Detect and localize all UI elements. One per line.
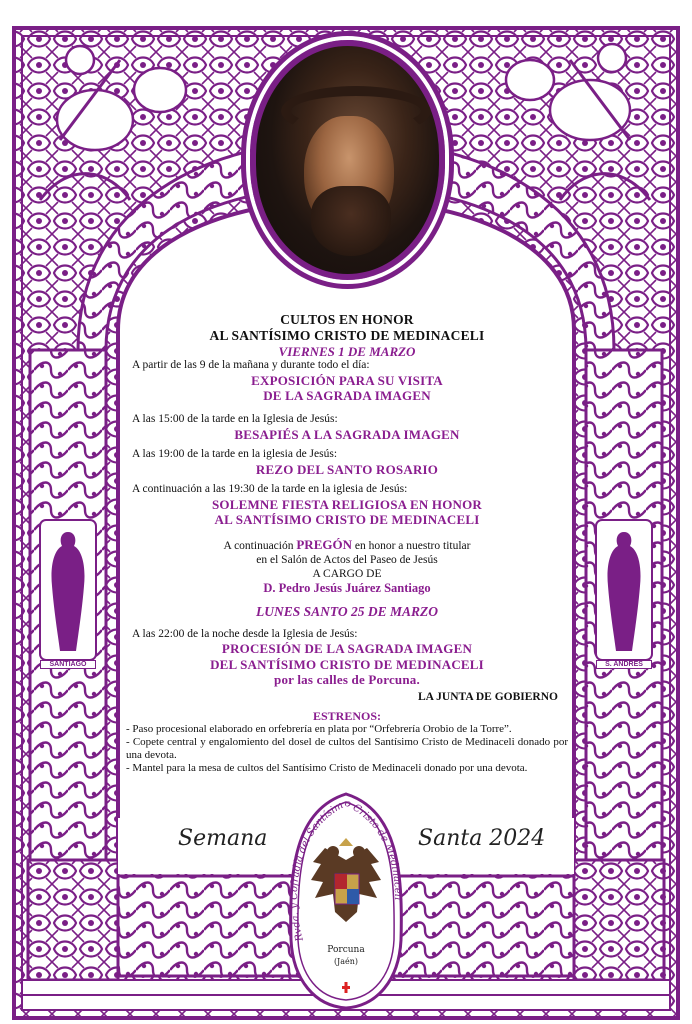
event-procesion-2: DEL SANTÍSIMO CRISTO DE MEDINACELI	[210, 656, 484, 672]
heading-line-1: CULTOS EN HONOR	[280, 312, 414, 327]
heading-line-2: AL SANTÍSIMO CRISTO DE MEDINACELI	[209, 327, 485, 343]
portrait-beard	[311, 186, 391, 256]
andres-label: S. ANDRÉS	[596, 660, 652, 669]
footer-semana: Semana	[178, 826, 268, 851]
crown-of-thorns-icon	[281, 86, 431, 136]
seal-ring-text: Rvda. y Cofradía del Santísimo Cristo de Medinaceli	[288, 797, 404, 943]
date-viernes: VIERNES 1 DE MARZO	[278, 343, 416, 359]
estrenos-item: - Paso procesional elaborado en orfebrería en plata por “Orfebrería Orobio de la Torre”.	[126, 723, 512, 736]
event-rosario: REZO DEL SANTO ROSARIO	[255, 461, 439, 477]
event-fiesta-2: AL SANTÍSIMO CRISTO DE MEDINACELI	[214, 512, 480, 528]
hermandad-seal	[285, 790, 407, 1012]
event-procesion-1: PROCESIÓN DE LA SAGRADA IMAGEN	[221, 641, 473, 657]
event-besapies: BESAPIÉS A LA SAGRADA IMAGEN	[234, 426, 460, 442]
intro-besapies: A las 15:00 de la tarde en la Iglesia de Jesús:	[132, 413, 338, 426]
intro-procesion: A las 22:00 de la noche desde la Iglesia de Jesús:	[132, 627, 358, 640]
intro-exposicion: A partir de las 9 de la mañana y durante todo el día:	[132, 359, 370, 372]
santiago-label: SANTIAGO	[40, 660, 96, 669]
a-cargo-de: A CARGO DE	[312, 567, 382, 580]
event-exposicion-1: EXPOSICIÓN PARA SU VISITA	[251, 372, 443, 388]
seal-town: Porcuna	[327, 945, 365, 955]
cristo-portrait	[250, 40, 445, 280]
pregon-line-1: A continuación PREGÓN en honor a nuestro titular	[223, 537, 471, 553]
pregon-word: PREGÓN	[296, 537, 352, 553]
footer-santa-2024: Santa 2024	[418, 826, 546, 851]
event-fiesta-1: SOLEMNE FIESTA RELIGIOSA EN HONOR	[211, 496, 483, 512]
intro-fiesta: A continuación a las 19:30 de la tarde en la iglesia de Jesús:	[132, 483, 408, 496]
seal-province: (Jaén)	[333, 957, 359, 966]
cultos-text-panel	[126, 312, 568, 775]
junta-signature: LA JUNTA DE GOBIERNO	[417, 691, 558, 704]
date-lunes-santo: LUNES SANTO 25 DE MARZO	[255, 603, 439, 619]
speaker-name: D. Pedro Jesús Juárez Santiago	[263, 581, 431, 596]
pregon-line-2: en el Salón de Actos del Paseo de Jesús	[256, 553, 438, 566]
estrenos-item: - Copete central y engalomiento del dosel de cultos del Santísimo Cristo de Medinaceli donado por una devota.	[126, 735, 568, 761]
intro-rosario: A las 19:00 de la tarde en la iglesia de Jesús:	[132, 448, 338, 461]
event-procesion-3: por las calles de Porcuna.	[274, 671, 420, 687]
estrenos-title: ESTRENOS:	[312, 708, 382, 723]
event-exposicion-2: DE LA SAGRADA IMAGEN	[263, 388, 431, 404]
estrenos-item: - Mantel para la mesa de cultos del Santísimo Cristo de Medinaceli donado por una devota.	[126, 761, 528, 774]
